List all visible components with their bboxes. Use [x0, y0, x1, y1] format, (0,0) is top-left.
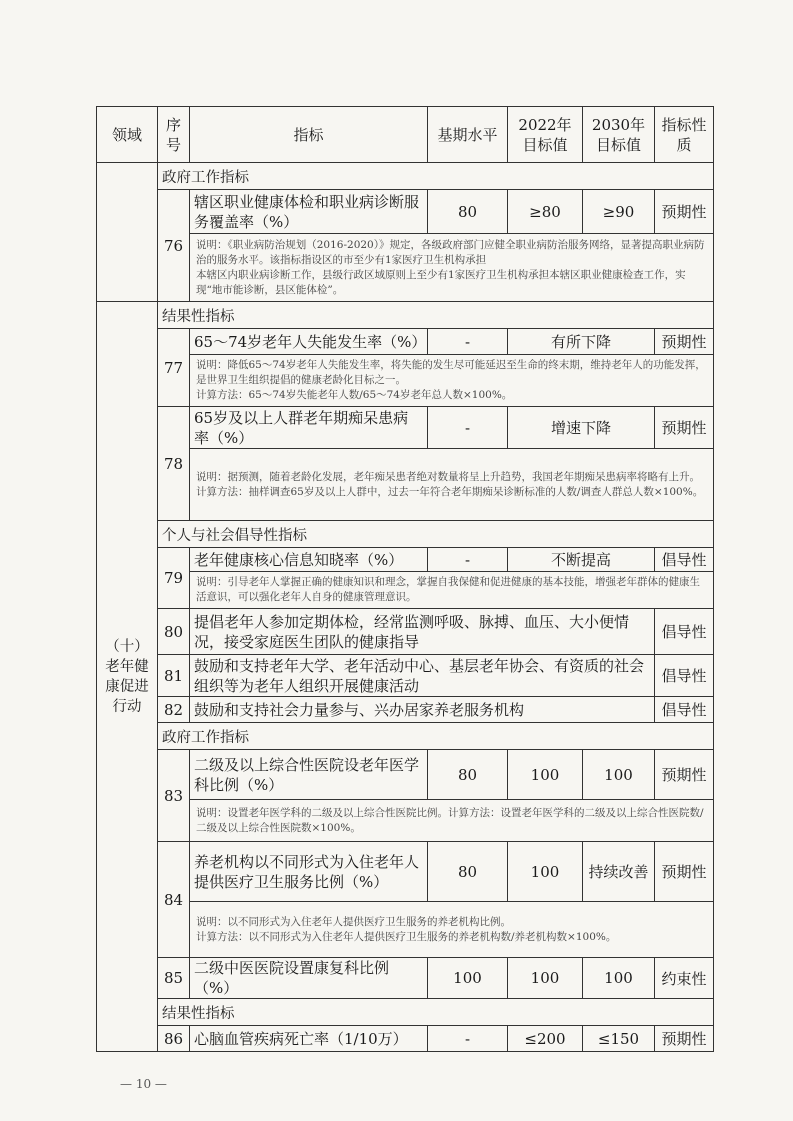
nature-82: 倡导性	[655, 697, 714, 723]
t2022-85: 100	[508, 958, 583, 999]
indicator-86: 心脑血管疾病死亡率（1/10万）	[190, 1026, 428, 1052]
t2022-76: ≥80	[508, 190, 583, 234]
seq-85: 85	[158, 958, 190, 999]
note-84-line1: 说明：以不同形式为入住老年人提供医疗卫生服务的养老机构比例。	[196, 915, 511, 928]
nature-80: 倡导性	[655, 609, 714, 655]
target-78: 增速下降	[508, 407, 655, 449]
domain-prev-cell	[97, 163, 158, 302]
seq-83: 83	[158, 750, 190, 842]
indicator-76: 辖区职业健康体检和职业病诊断服务覆盖率（%）	[190, 190, 428, 234]
t2030-83: 100	[583, 750, 655, 800]
base-77: -	[428, 329, 508, 355]
note-77-line2: 计算方法：65～74岁失能老年人数/65～74岁老年总人数×100%。	[196, 389, 513, 401]
nature-84: 预期性	[655, 842, 714, 902]
note-76	[190, 234, 714, 302]
nature-85: 约束性	[655, 958, 714, 999]
base-86: -	[428, 1026, 508, 1052]
next-domain-section	[97, 999, 714, 1026]
base-76: 80	[428, 190, 508, 234]
section-title: 结果性指标	[158, 999, 714, 1026]
note-84	[190, 902, 714, 958]
base-83: 80	[428, 750, 508, 800]
note-76-line1: 说明：《职业病防治规划（2016-2020）》规定，各级政府部门应健全职业病防治服务网络，显著提高职业病防治的服务水平。该指标指设区的市至少有1家医疗卫生机构承担	[196, 238, 705, 266]
indicator-82: 鼓励和支持社会力量参与、兴办居家养老服务机构	[190, 697, 655, 723]
note-79	[190, 572, 714, 609]
section-title: 个人与社会倡导性指标	[158, 521, 714, 548]
nature-76: 预期性	[655, 190, 714, 234]
indicator-85: 二级中医医院设置康复科比例（%）	[190, 958, 428, 999]
indicator-78: 65岁及以上人群老年期痴呆患病率（%）	[190, 407, 428, 449]
seq-86: 86	[158, 1026, 190, 1052]
header-target-2022: 2022年目标值	[508, 107, 583, 163]
nature-83: 预期性	[655, 750, 714, 800]
seq-81: 81	[158, 655, 190, 697]
indicator-77: 65～74岁老年人失能发生率（%）	[190, 329, 428, 355]
note-76-line2: 本辖区内职业病诊断工作，县级行政区域原则上至少有1家医疗卫生机构承担本辖区职业健康检查工作，实现“地市能诊断，县区能体检”。	[196, 268, 686, 296]
header-baseline: 基期水平	[428, 107, 508, 163]
note-79-line1: 说明：引导老年人掌握正确的健康知识和理念，掌握自我保健和促进健康的基本技能，增强老年群体的健康生活意识，可以强化老年人自身的健康管理意识。	[196, 576, 700, 603]
seq-82: 82	[158, 697, 190, 723]
section-title: 政府工作指标	[158, 723, 714, 750]
base-78: -	[428, 407, 508, 449]
header-nature: 指标性质	[655, 107, 714, 163]
note-78-line1: 说明：据预测，随着老龄化发展，老年痴呆患者绝对数量将呈上升趋势，我国老年期痴呆患病率将略有上升。	[196, 470, 700, 483]
header-target-2030: 2030年目标值	[583, 107, 655, 163]
section-title: 结果性指标	[158, 302, 714, 329]
seq-76: 76	[158, 190, 190, 302]
t2030-86: ≤150	[583, 1026, 655, 1052]
t2022-84: 100	[508, 842, 583, 902]
seq-80: 80	[158, 609, 190, 655]
note-78-line2: 计算方法：抽样调查65岁及以上人群中，过去一年符合老年期痴呆诊断标准的人数/调查人群总人数×100%。	[196, 485, 704, 498]
header-domain: 领域	[97, 107, 158, 163]
base-85: 100	[428, 958, 508, 999]
indicator-81: 鼓励和支持老年大学、老年活动中心、基层老年协会、有资质的社会组织等为老年人组织开展健康活动	[190, 655, 655, 697]
seq-84: 84	[158, 842, 190, 958]
note-78	[190, 449, 714, 521]
target-77: 有所下降	[508, 329, 655, 355]
nature-81: 倡导性	[655, 655, 714, 697]
nature-79: 倡导性	[655, 548, 714, 572]
t2022-86: ≤200	[508, 1026, 583, 1052]
t2030-76: ≥90	[583, 190, 655, 234]
note-83-line1: 说明：设置老年医学科的二级及以上综合性医院比例。计算方法：设置老年医学科的二级及以上综合性医院数/二级及以上综合性医院数×100%。	[196, 806, 704, 834]
note-84-line2: 计算方法：以不同形式为入住老年人提供医疗卫生服务的养老机构数/养老机构数×100%。	[196, 930, 617, 943]
seq-78: 78	[158, 407, 190, 521]
base-79: -	[428, 548, 508, 572]
domain-10-label: （十）老年健康促进行动	[97, 302, 158, 1052]
seq-77: 77	[158, 329, 190, 407]
nature-77: 预期性	[655, 329, 714, 355]
header-indicator: 指标	[190, 107, 428, 163]
indicator-79: 老年健康核心信息知晓率（%）	[190, 548, 428, 572]
page-number: — 10 —	[120, 1077, 167, 1091]
note-77	[190, 355, 714, 407]
seq-79: 79	[158, 548, 190, 609]
nature-78: 预期性	[655, 407, 714, 449]
nature-86: 预期性	[655, 1026, 714, 1052]
header-seq: 序号	[158, 107, 190, 163]
t2030-85: 100	[583, 958, 655, 999]
t2022-83: 100	[508, 750, 583, 800]
base-84: 80	[428, 842, 508, 902]
indicator-83: 二级及以上综合性医院设老年医学科比例（%）	[190, 750, 428, 800]
section-title: 政府工作指标	[158, 163, 714, 190]
note-83	[190, 800, 714, 842]
t2030-84: 持续改善	[583, 842, 655, 902]
note-77-line1: 说明：降低65～74岁老年人失能发生率，将失能的发生尽可能延迟至生命的终末期，维持老年人的功能发挥，是世界卫生组织提倡的健康老龄化目标之一。	[196, 359, 706, 386]
target-79: 不断提高	[508, 548, 655, 572]
indicator-table	[96, 106, 714, 1052]
indicator-80: 提倡老年人参加定期体检，经常监测呼吸、脉搏、血压、大小便情况，接受家庭医生团队的健康指导	[190, 609, 655, 655]
indicator-84: 养老机构以不同形式为入住老年人提供医疗卫生服务比例（%）	[190, 842, 428, 902]
